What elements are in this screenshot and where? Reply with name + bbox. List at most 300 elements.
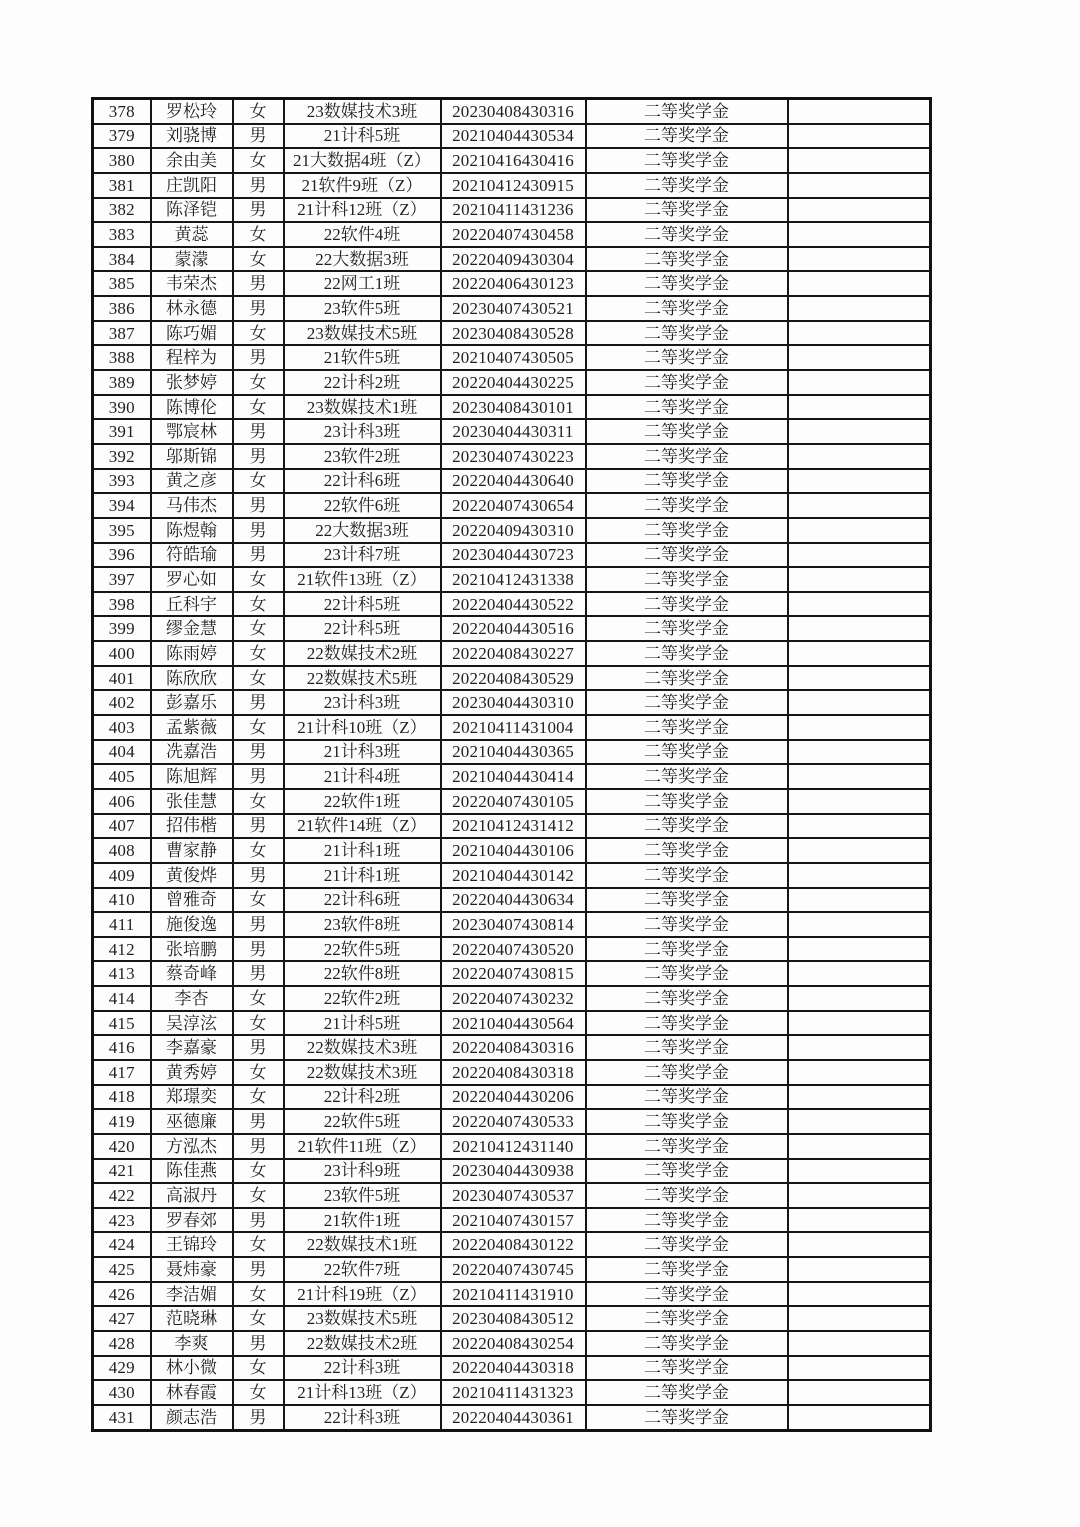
cell-note bbox=[788, 764, 931, 789]
cell-gender: 女 bbox=[233, 666, 284, 691]
cell-name: 张佳慧 bbox=[151, 789, 233, 814]
cell-award: 二等奖学金 bbox=[586, 641, 788, 666]
cell-student_id: 20220408430316 bbox=[441, 1035, 586, 1060]
table-row bbox=[93, 469, 931, 494]
cell-student_id: 20220404430225 bbox=[441, 370, 586, 395]
cell-name: 符皓瑜 bbox=[151, 543, 233, 568]
cell-note bbox=[788, 1282, 931, 1307]
cell-award: 二等奖学金 bbox=[586, 370, 788, 395]
cell-gender: 男 bbox=[233, 173, 284, 198]
cell-class: 23计科3班 bbox=[284, 419, 441, 444]
cell-no: 379 bbox=[93, 124, 151, 149]
cell-award: 二等奖学金 bbox=[586, 124, 788, 149]
cell-gender: 女 bbox=[233, 148, 284, 173]
cell-student_id: 20220409430310 bbox=[441, 518, 586, 543]
table-row bbox=[93, 395, 931, 420]
cell-gender: 女 bbox=[233, 789, 284, 814]
cell-note bbox=[788, 715, 931, 740]
cell-name: 施俊逸 bbox=[151, 912, 233, 937]
cell-student_id: 20210412430915 bbox=[441, 173, 586, 198]
cell-class: 22软件5班 bbox=[284, 1109, 441, 1134]
table-row bbox=[93, 592, 931, 617]
cell-class: 23软件5班 bbox=[284, 296, 441, 321]
cell-award: 二等奖学金 bbox=[586, 419, 788, 444]
cell-award: 二等奖学金 bbox=[586, 838, 788, 863]
cell-name: 巫德廉 bbox=[151, 1109, 233, 1134]
cell-no: 399 bbox=[93, 616, 151, 641]
cell-no: 394 bbox=[93, 493, 151, 518]
cell-no: 428 bbox=[93, 1331, 151, 1356]
cell-note bbox=[788, 419, 931, 444]
cell-gender: 男 bbox=[233, 1208, 284, 1233]
cell-class: 21软件11班（Z） bbox=[284, 1134, 441, 1159]
cell-name: 曾雅奇 bbox=[151, 888, 233, 913]
cell-class: 23计科3班 bbox=[284, 690, 441, 715]
cell-gender: 女 bbox=[233, 1060, 284, 1085]
table-row bbox=[93, 1109, 931, 1134]
cell-student_id: 20220409430304 bbox=[441, 247, 586, 272]
cell-name: 陈煜翰 bbox=[151, 518, 233, 543]
cell-gender: 男 bbox=[233, 271, 284, 296]
cell-note bbox=[788, 740, 931, 765]
cell-award: 二等奖学金 bbox=[586, 198, 788, 223]
cell-note bbox=[788, 1257, 931, 1282]
cell-class: 22软件2班 bbox=[284, 986, 441, 1011]
cell-gender: 男 bbox=[233, 198, 284, 223]
cell-note bbox=[788, 222, 931, 247]
table-row bbox=[93, 888, 931, 913]
table-row bbox=[93, 986, 931, 1011]
cell-award: 二等奖学金 bbox=[586, 543, 788, 568]
cell-award: 二等奖学金 bbox=[586, 666, 788, 691]
cell-no: 393 bbox=[93, 469, 151, 494]
cell-name: 陈博伦 bbox=[151, 395, 233, 420]
cell-no: 396 bbox=[93, 543, 151, 568]
cell-no: 430 bbox=[93, 1380, 151, 1405]
cell-gender: 女 bbox=[233, 247, 284, 272]
cell-note bbox=[788, 124, 931, 149]
cell-name: 李杏 bbox=[151, 986, 233, 1011]
cell-award: 二等奖学金 bbox=[586, 469, 788, 494]
cell-note bbox=[788, 888, 931, 913]
cell-no: 391 bbox=[93, 419, 151, 444]
cell-note bbox=[788, 444, 931, 469]
table-row bbox=[93, 444, 931, 469]
cell-award: 二等奖学金 bbox=[586, 1085, 788, 1110]
cell-class: 22计科3班 bbox=[284, 1405, 441, 1430]
cell-name: 范晓琳 bbox=[151, 1306, 233, 1331]
cell-student_id: 20220404430522 bbox=[441, 592, 586, 617]
cell-class: 21计科19班（Z） bbox=[284, 1282, 441, 1307]
cell-no: 414 bbox=[93, 986, 151, 1011]
cell-no: 403 bbox=[93, 715, 151, 740]
cell-note bbox=[788, 690, 931, 715]
cell-note bbox=[788, 1331, 931, 1356]
table-row bbox=[93, 1183, 931, 1208]
cell-award: 二等奖学金 bbox=[586, 247, 788, 272]
cell-no: 417 bbox=[93, 1060, 151, 1085]
cell-class: 22计科5班 bbox=[284, 616, 441, 641]
cell-note bbox=[788, 641, 931, 666]
cell-name: 庄凯阳 bbox=[151, 173, 233, 198]
cell-student_id: 20210404430534 bbox=[441, 124, 586, 149]
cell-name: 刘骁博 bbox=[151, 124, 233, 149]
cell-award: 二等奖学金 bbox=[586, 1306, 788, 1331]
table-row bbox=[93, 173, 931, 198]
cell-name: 鄂宸林 bbox=[151, 419, 233, 444]
cell-no: 405 bbox=[93, 764, 151, 789]
cell-student_id: 20220404430634 bbox=[441, 888, 586, 913]
cell-gender: 男 bbox=[233, 493, 284, 518]
cell-class: 22大数据3班 bbox=[284, 518, 441, 543]
cell-student_id: 20220408430227 bbox=[441, 641, 586, 666]
cell-award: 二等奖学金 bbox=[586, 715, 788, 740]
table-row bbox=[93, 1011, 931, 1036]
cell-gender: 女 bbox=[233, 616, 284, 641]
cell-student_id: 20210404430142 bbox=[441, 863, 586, 888]
table-row bbox=[93, 222, 931, 247]
cell-class: 22大数据3班 bbox=[284, 247, 441, 272]
table-row bbox=[93, 1134, 931, 1159]
cell-note bbox=[788, 1060, 931, 1085]
cell-note bbox=[788, 370, 931, 395]
cell-no: 415 bbox=[93, 1011, 151, 1036]
table-row bbox=[93, 567, 931, 592]
cell-award: 二等奖学金 bbox=[586, 444, 788, 469]
cell-note bbox=[788, 148, 931, 173]
cell-no: 381 bbox=[93, 173, 151, 198]
table-row bbox=[93, 838, 931, 863]
cell-student_id: 20230407430223 bbox=[441, 444, 586, 469]
table-row bbox=[93, 690, 931, 715]
cell-student_id: 20220407430745 bbox=[441, 1257, 586, 1282]
cell-award: 二等奖学金 bbox=[586, 986, 788, 1011]
cell-name: 彭嘉乐 bbox=[151, 690, 233, 715]
cell-gender: 男 bbox=[233, 518, 284, 543]
cell-gender: 男 bbox=[233, 296, 284, 321]
cell-no: 387 bbox=[93, 321, 151, 346]
cell-note bbox=[788, 99, 931, 124]
cell-student_id: 20220407430458 bbox=[441, 222, 586, 247]
cell-student_id: 20210416430416 bbox=[441, 148, 586, 173]
cell-class: 21计科10班（Z） bbox=[284, 715, 441, 740]
cell-gender: 女 bbox=[233, 1356, 284, 1381]
cell-note bbox=[788, 1035, 931, 1060]
cell-note bbox=[788, 789, 931, 814]
cell-note bbox=[788, 666, 931, 691]
cell-student_id: 20210404430106 bbox=[441, 838, 586, 863]
cell-gender: 女 bbox=[233, 222, 284, 247]
cell-note bbox=[788, 1306, 931, 1331]
cell-award: 二等奖学金 bbox=[586, 173, 788, 198]
cell-gender: 女 bbox=[233, 641, 284, 666]
cell-award: 二等奖学金 bbox=[586, 616, 788, 641]
cell-class: 22数媒技术2班 bbox=[284, 641, 441, 666]
cell-name: 冼嘉浩 bbox=[151, 740, 233, 765]
cell-award: 二等奖学金 bbox=[586, 764, 788, 789]
cell-class: 23数媒技术5班 bbox=[284, 321, 441, 346]
cell-no: 395 bbox=[93, 518, 151, 543]
cell-award: 二等奖学金 bbox=[586, 789, 788, 814]
cell-name: 林春霞 bbox=[151, 1380, 233, 1405]
cell-name: 吴淳泫 bbox=[151, 1011, 233, 1036]
cell-note bbox=[788, 493, 931, 518]
cell-gender: 女 bbox=[233, 99, 284, 124]
cell-student_id: 20220407430105 bbox=[441, 789, 586, 814]
cell-note bbox=[788, 518, 931, 543]
cell-student_id: 20210404430564 bbox=[441, 1011, 586, 1036]
cell-note bbox=[788, 271, 931, 296]
cell-no: 421 bbox=[93, 1159, 151, 1184]
table-row bbox=[93, 715, 931, 740]
cell-no: 390 bbox=[93, 395, 151, 420]
table-row bbox=[93, 789, 931, 814]
cell-note bbox=[788, 1134, 931, 1159]
cell-gender: 男 bbox=[233, 419, 284, 444]
cell-no: 429 bbox=[93, 1356, 151, 1381]
cell-name: 韦荣杰 bbox=[151, 271, 233, 296]
cell-class: 21计科1班 bbox=[284, 863, 441, 888]
cell-note bbox=[788, 1183, 931, 1208]
table-row bbox=[93, 345, 931, 370]
cell-name: 黄秀婷 bbox=[151, 1060, 233, 1085]
table-row bbox=[93, 1232, 931, 1257]
cell-student_id: 20220408430122 bbox=[441, 1232, 586, 1257]
cell-class: 23数媒技术3班 bbox=[284, 99, 441, 124]
cell-award: 二等奖学金 bbox=[586, 690, 788, 715]
cell-class: 21计科5班 bbox=[284, 1011, 441, 1036]
cell-student_id: 20210407430505 bbox=[441, 345, 586, 370]
cell-class: 22软件6班 bbox=[284, 493, 441, 518]
table-row bbox=[93, 1035, 931, 1060]
cell-award: 二等奖学金 bbox=[586, 888, 788, 913]
cell-student_id: 20220404430206 bbox=[441, 1085, 586, 1110]
cell-student_id: 20220404430516 bbox=[441, 616, 586, 641]
cell-gender: 女 bbox=[233, 469, 284, 494]
table-row bbox=[93, 1331, 931, 1356]
cell-name: 邬斯锦 bbox=[151, 444, 233, 469]
cell-no: 402 bbox=[93, 690, 151, 715]
cell-student_id: 20210412431140 bbox=[441, 1134, 586, 1159]
cell-gender: 男 bbox=[233, 1405, 284, 1430]
cell-note bbox=[788, 937, 931, 962]
cell-note bbox=[788, 198, 931, 223]
cell-student_id: 20210412431338 bbox=[441, 567, 586, 592]
cell-no: 423 bbox=[93, 1208, 151, 1233]
cell-class: 23软件8班 bbox=[284, 912, 441, 937]
table-row bbox=[93, 1060, 931, 1085]
cell-award: 二等奖学金 bbox=[586, 1380, 788, 1405]
cell-name: 李嘉豪 bbox=[151, 1035, 233, 1060]
cell-name: 陈佳燕 bbox=[151, 1159, 233, 1184]
cell-award: 二等奖学金 bbox=[586, 296, 788, 321]
cell-class: 22数媒技术5班 bbox=[284, 666, 441, 691]
cell-award: 二等奖学金 bbox=[586, 567, 788, 592]
cell-note bbox=[788, 814, 931, 839]
cell-no: 404 bbox=[93, 740, 151, 765]
cell-gender: 女 bbox=[233, 1011, 284, 1036]
cell-award: 二等奖学金 bbox=[586, 271, 788, 296]
cell-no: 424 bbox=[93, 1232, 151, 1257]
cell-student_id: 20220407430654 bbox=[441, 493, 586, 518]
cell-award: 二等奖学金 bbox=[586, 1060, 788, 1085]
cell-no: 389 bbox=[93, 370, 151, 395]
cell-student_id: 20210411431910 bbox=[441, 1282, 586, 1307]
cell-award: 二等奖学金 bbox=[586, 1011, 788, 1036]
cell-gender: 女 bbox=[233, 715, 284, 740]
cell-name: 蔡奇峰 bbox=[151, 961, 233, 986]
cell-student_id: 20220408430254 bbox=[441, 1331, 586, 1356]
cell-no: 386 bbox=[93, 296, 151, 321]
cell-name: 郑璟奕 bbox=[151, 1085, 233, 1110]
cell-class: 21计科13班（Z） bbox=[284, 1380, 441, 1405]
cell-class: 21软件1班 bbox=[284, 1208, 441, 1233]
cell-gender: 男 bbox=[233, 444, 284, 469]
cell-name: 王锦玲 bbox=[151, 1232, 233, 1257]
cell-note bbox=[788, 469, 931, 494]
cell-no: 385 bbox=[93, 271, 151, 296]
cell-gender: 女 bbox=[233, 1282, 284, 1307]
cell-class: 22数媒技术1班 bbox=[284, 1232, 441, 1257]
cell-award: 二等奖学金 bbox=[586, 222, 788, 247]
scholarship-table-body bbox=[93, 99, 931, 1431]
cell-name: 余由美 bbox=[151, 148, 233, 173]
cell-gender: 女 bbox=[233, 888, 284, 913]
cell-award: 二等奖学金 bbox=[586, 937, 788, 962]
cell-student_id: 20230407430537 bbox=[441, 1183, 586, 1208]
table-row bbox=[93, 99, 931, 124]
cell-no: 406 bbox=[93, 789, 151, 814]
table-row bbox=[93, 814, 931, 839]
cell-award: 二等奖学金 bbox=[586, 1159, 788, 1184]
cell-no: 422 bbox=[93, 1183, 151, 1208]
table-row bbox=[93, 148, 931, 173]
cell-class: 22软件4班 bbox=[284, 222, 441, 247]
cell-award: 二等奖学金 bbox=[586, 1208, 788, 1233]
cell-award: 二等奖学金 bbox=[586, 1232, 788, 1257]
cell-gender: 男 bbox=[233, 543, 284, 568]
cell-award: 二等奖学金 bbox=[586, 1109, 788, 1134]
cell-class: 21软件5班 bbox=[284, 345, 441, 370]
cell-student_id: 20220407430520 bbox=[441, 937, 586, 962]
table-row bbox=[93, 961, 931, 986]
cell-no: 378 bbox=[93, 99, 151, 124]
cell-award: 二等奖学金 bbox=[586, 961, 788, 986]
cell-class: 22软件7班 bbox=[284, 1257, 441, 1282]
cell-class: 21计科5班 bbox=[284, 124, 441, 149]
table-row bbox=[93, 370, 931, 395]
cell-note bbox=[788, 592, 931, 617]
cell-award: 二等奖学金 bbox=[586, 592, 788, 617]
table-row bbox=[93, 1405, 931, 1430]
cell-no: 427 bbox=[93, 1306, 151, 1331]
cell-award: 二等奖学金 bbox=[586, 814, 788, 839]
cell-note bbox=[788, 567, 931, 592]
cell-no: 398 bbox=[93, 592, 151, 617]
table-row bbox=[93, 1085, 931, 1110]
cell-no: 384 bbox=[93, 247, 151, 272]
cell-name: 黄蕊 bbox=[151, 222, 233, 247]
cell-class: 21计科4班 bbox=[284, 764, 441, 789]
cell-class: 23软件5班 bbox=[284, 1183, 441, 1208]
cell-class: 22数媒技术3班 bbox=[284, 1060, 441, 1085]
cell-student_id: 20230407430521 bbox=[441, 296, 586, 321]
table-row bbox=[93, 1159, 931, 1184]
cell-note bbox=[788, 345, 931, 370]
cell-no: 400 bbox=[93, 641, 151, 666]
cell-student_id: 20230404430723 bbox=[441, 543, 586, 568]
cell-name: 黄之彦 bbox=[151, 469, 233, 494]
cell-gender: 男 bbox=[233, 1331, 284, 1356]
cell-name: 罗心如 bbox=[151, 567, 233, 592]
cell-class: 22软件5班 bbox=[284, 937, 441, 962]
cell-name: 陈旭辉 bbox=[151, 764, 233, 789]
cell-note bbox=[788, 863, 931, 888]
table-row bbox=[93, 666, 931, 691]
cell-no: 397 bbox=[93, 567, 151, 592]
cell-gender: 男 bbox=[233, 814, 284, 839]
cell-class: 22数媒技术2班 bbox=[284, 1331, 441, 1356]
cell-class: 23数媒技术5班 bbox=[284, 1306, 441, 1331]
cell-class: 22数媒技术3班 bbox=[284, 1035, 441, 1060]
cell-class: 23计科7班 bbox=[284, 543, 441, 568]
cell-student_id: 20230404430938 bbox=[441, 1159, 586, 1184]
cell-class: 21大数据4班（Z） bbox=[284, 148, 441, 173]
table-row bbox=[93, 616, 931, 641]
table-row bbox=[93, 937, 931, 962]
scholarship-table bbox=[91, 97, 932, 1432]
cell-note bbox=[788, 321, 931, 346]
cell-no: 407 bbox=[93, 814, 151, 839]
table-row bbox=[93, 518, 931, 543]
table-row bbox=[93, 764, 931, 789]
cell-class: 21计科3班 bbox=[284, 740, 441, 765]
cell-award: 二等奖学金 bbox=[586, 395, 788, 420]
table-row bbox=[93, 419, 931, 444]
cell-gender: 女 bbox=[233, 1380, 284, 1405]
cell-no: 418 bbox=[93, 1085, 151, 1110]
cell-note bbox=[788, 838, 931, 863]
table-row bbox=[93, 296, 931, 321]
cell-gender: 男 bbox=[233, 1109, 284, 1134]
cell-gender: 男 bbox=[233, 764, 284, 789]
cell-name: 缪金慧 bbox=[151, 616, 233, 641]
cell-award: 二等奖学金 bbox=[586, 1405, 788, 1430]
cell-student_id: 20220406430123 bbox=[441, 271, 586, 296]
cell-student_id: 20230404430311 bbox=[441, 419, 586, 444]
cell-note bbox=[788, 1380, 931, 1405]
cell-note bbox=[788, 173, 931, 198]
cell-name: 招伟楷 bbox=[151, 814, 233, 839]
cell-award: 二等奖学金 bbox=[586, 1183, 788, 1208]
cell-no: 425 bbox=[93, 1257, 151, 1282]
cell-gender: 女 bbox=[233, 567, 284, 592]
cell-class: 23数媒技术1班 bbox=[284, 395, 441, 420]
cell-gender: 女 bbox=[233, 986, 284, 1011]
cell-no: 401 bbox=[93, 666, 151, 691]
cell-student_id: 20230407430814 bbox=[441, 912, 586, 937]
cell-note bbox=[788, 395, 931, 420]
cell-name: 马伟杰 bbox=[151, 493, 233, 518]
cell-name: 陈巧媚 bbox=[151, 321, 233, 346]
cell-student_id: 20220404430318 bbox=[441, 1356, 586, 1381]
cell-student_id: 20230404430310 bbox=[441, 690, 586, 715]
cell-gender: 男 bbox=[233, 345, 284, 370]
cell-class: 22计科5班 bbox=[284, 592, 441, 617]
cell-name: 陈泽铠 bbox=[151, 198, 233, 223]
cell-student_id: 20210404430414 bbox=[441, 764, 586, 789]
cell-student_id: 20230408430512 bbox=[441, 1306, 586, 1331]
